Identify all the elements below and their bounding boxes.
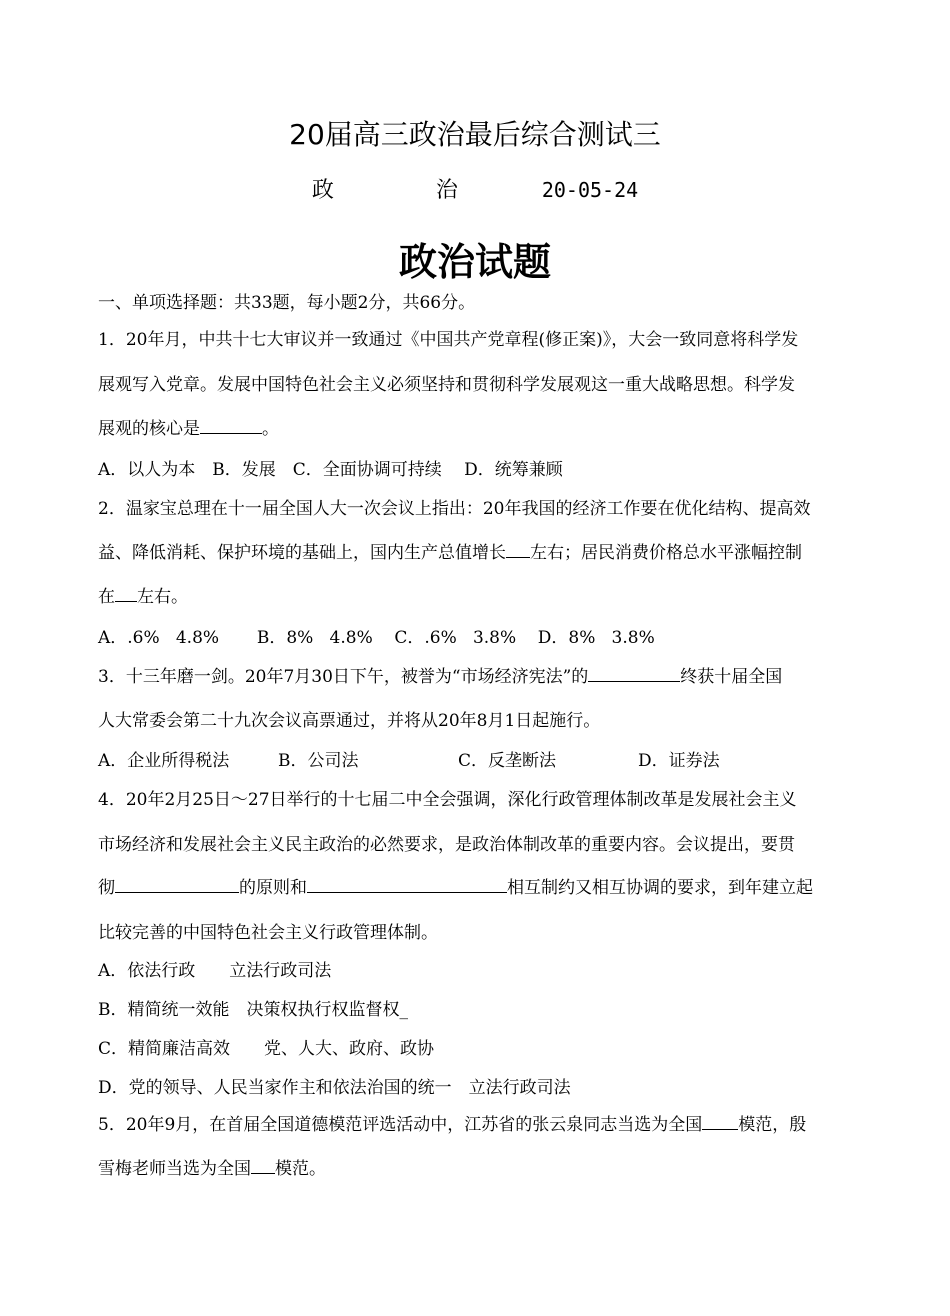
q3-option-b: B．公司法 [278, 751, 359, 771]
q5-line-1-text: 5．20年9月，在首届全国道德模范评选活动中，江苏省的张云泉同志当选为全国 [98, 1115, 703, 1135]
answer-blank [251, 1155, 275, 1174]
q3-option-c: C．反垄断法 [458, 751, 557, 771]
q5-line-2-text: 雪梅老师当选为全国 [98, 1159, 251, 1179]
answer-blank [506, 539, 530, 558]
q4-line-2: 市场经济和发展社会主义民主政治的必然要求，是政治体制改革的重要内容。会议提出，要贯 [98, 835, 795, 855]
answer-blank [200, 415, 262, 434]
q3-line-1 [98, 662, 858, 692]
q2-line-3 [98, 582, 858, 612]
q2-line-2-text: 益、降低消耗、保护环境的基础上，国内生产总值增长 [98, 543, 506, 563]
q3-line-1-text: 3．十三年磨一剑。20年7月30日下午，被誉为“市场经济宪法”的 [98, 667, 589, 687]
q1-line-3-text: 展观的核心是 [98, 419, 200, 439]
q2-line-2 [98, 538, 858, 568]
q5-line-2-end: 模范。 [275, 1159, 326, 1179]
q2-options: A．.6% 4.8% B．8% 4.8% C．.6% 3.8% D．8% 3.8% [98, 628, 655, 648]
q5-line-2 [98, 1154, 858, 1184]
q4-line-3-middle: 的原则和 [239, 878, 307, 898]
q5-line-1-end: 模范，殷 [738, 1115, 807, 1135]
q4-line-3 [98, 873, 858, 903]
q4-option-c: C．精简廉洁高效 党、人大、政府、政协 [98, 1039, 435, 1059]
q4-line-3-text: 彻 [98, 878, 115, 898]
q4-line-4: 比较完善的中国特色社会主义行政管理体制。 [98, 923, 438, 943]
q1-line-3 [98, 414, 858, 444]
q1-line-1: 1．20年月，中共十七大审议并一致通过《中国共产党章程(修正案)》，大会一致同意将科学发 [98, 330, 799, 350]
q3-option-d: D．证券法 [638, 751, 720, 771]
q4-option-a: A．依法行政 立法行政司法 [98, 961, 332, 981]
q4-line-1: 4．20年2月25日～27日举行的十七届二中全会强调，深化行政管理体制改革是发展社会主义 [98, 790, 797, 810]
section-instructions: 一、单项选择题：共33题，每小题2分，共66分。 [98, 293, 476, 313]
q3-line-2: 人大常委会第二十九次会议高票通过，并将从20年8月1日起施行。 [98, 711, 601, 731]
q3-line-1-end: 终获十届全国 [680, 667, 783, 687]
q2-line-3-text: 在 [98, 587, 115, 607]
q1-line-3-end: 。 [262, 419, 279, 439]
answer-blank [702, 1111, 738, 1130]
q4-line-3-end: 相互制约又相互协调的要求，到年建立起 [507, 878, 813, 898]
q5-line-1 [98, 1110, 858, 1140]
document-title: 20届高三政治最后综合测试三 [289, 118, 661, 151]
q1-options: A．以人为本 B．发展 C．全面协调可持续 D．统筹兼顾 [98, 460, 563, 480]
answer-blank [115, 583, 137, 602]
q4-option-d: D．党的领导、人民当家作主和依法治国的统一 立法行政司法 [98, 1078, 571, 1098]
exam-date: 20-05-24 [541, 178, 639, 202]
answer-blank [588, 663, 680, 682]
answer-blank [115, 874, 239, 893]
subject-label: 政 治 [311, 178, 498, 203]
q2-line-2-end: 左右；居民消费价格总水平涨幅控制 [530, 543, 802, 563]
answer-blank [307, 874, 507, 893]
q1-line-2: 展观写入党章。发展中国特色社会主义必须坚持和贯彻科学发展观这一重大战略思想。科学发 [98, 375, 795, 395]
q4-option-b: B．精简统一效能 决策权执行权监督权_ [98, 1000, 408, 1020]
q3-option-a: A．企业所得税法 [98, 751, 230, 771]
subtitle [0, 170, 950, 211]
q2-line-3-end: 左右。 [137, 587, 188, 607]
section-heading: 政治试题 [398, 239, 551, 284]
q2-line-1: 2．温家宝总理在十一届全国人大一次会议上指出：20年我国的经济工作要在优化结构、提高效 [98, 499, 811, 519]
